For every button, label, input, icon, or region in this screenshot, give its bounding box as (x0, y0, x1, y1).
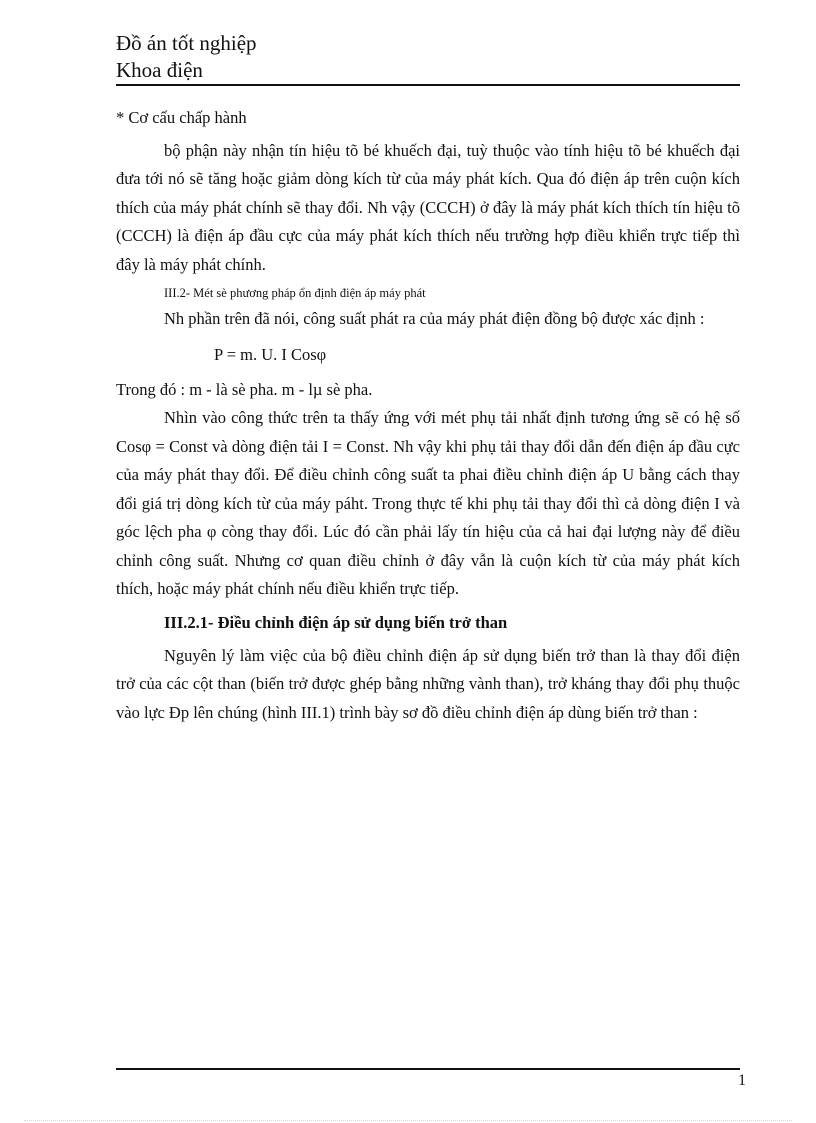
subheading-methods: III.2- Mét sè phương pháp ổn định điện áp máy phát (164, 286, 426, 300)
paragraph-carbon-principle: Nguyên lý làm việc của bộ điều chỉnh điện áp sử dụng biến trở than là thay đổi điện trở của các cột than (biến trở được ghép bằng những vành than), trở kháng thay đổi phụ thuộc vào lực Đp lên chúng (hình III.1) trình bày sơ đồ điều chỉnh điện áp dùng biến trở than : (116, 645, 740, 722)
power-formula: P = m. U. I Cosφ (214, 344, 327, 364)
section-label: * Cơ cấu chấp hành (116, 108, 247, 127)
paragraph-power-intro: Nh phần trên đã nói, công suất phát ra của máy phát điện đồng bộ được xác định : (164, 309, 705, 328)
page-edge-divider (24, 1120, 792, 1121)
paragraph-load-analysis: Nhìn vào công thức trên ta thấy ứng với mét phụ tải nhất định tương ứng sẽ có hệ số Cosφ = Const và dòng điện tải I = Const. Nh vậy khi phụ tải thay đổi dẫn đến điện áp đầu cực của máy phát thay đổi. Để điều chỉnh công suất ta phai điều chỉnh điện áp U bằng cách thay đổi giá trị dòng kích từ của máy páht. Trong thực tế khi phụ tải thay đổi thì cả dòng điện I và góc lệch pha φ còng thay đổi. Lúc đó cần phải lấy tín hiệu của cả hai đại lượng này để điều chỉnh công suất. Nhưng cơ quan điều chỉnh ở đây vẫn là cuộn kích từ của máy phát kích thích, hoặc máy phát chính nếu điều khiển trực tiếp. (116, 408, 740, 598)
paragraph-actuator: bộ phận này nhận tín hiệu tõ bé khuếch đại, tuỳ thuộc vào tính hiệu tõ bé khuếch đại đưa tới nó sẽ tăng hoặc giảm dòng kích từ của máy phát kích. Qua đó điện áp trên cuộn kích thích của máy phát chính sẽ thay đổi. Nh vậy (CCCH) ở đây là máy phát kích thích tín hiệu tõ (CCCH) là điện áp đầu cực của máy phát kích thích nếu trường hợp điều khiển trực tiếp thì đây là máy phát chính. (116, 140, 740, 274)
page-header (116, 30, 740, 84)
header-rule (116, 84, 740, 86)
footer-rule (116, 1068, 740, 1070)
page-number: 1 (738, 1072, 746, 1089)
header-faculty: Khoa điện (116, 58, 203, 82)
section-heading-carbon-rheostat: III.2.1- Điều chỉnh điện áp sử dụng biến trở than (164, 612, 508, 632)
document-body (116, 104, 740, 727)
formula-definitions: Trong đó : m - là sè pha. m - lµ sè pha. (116, 379, 373, 399)
header-thesis-title: Đồ án tốt nghiệp (116, 31, 257, 55)
